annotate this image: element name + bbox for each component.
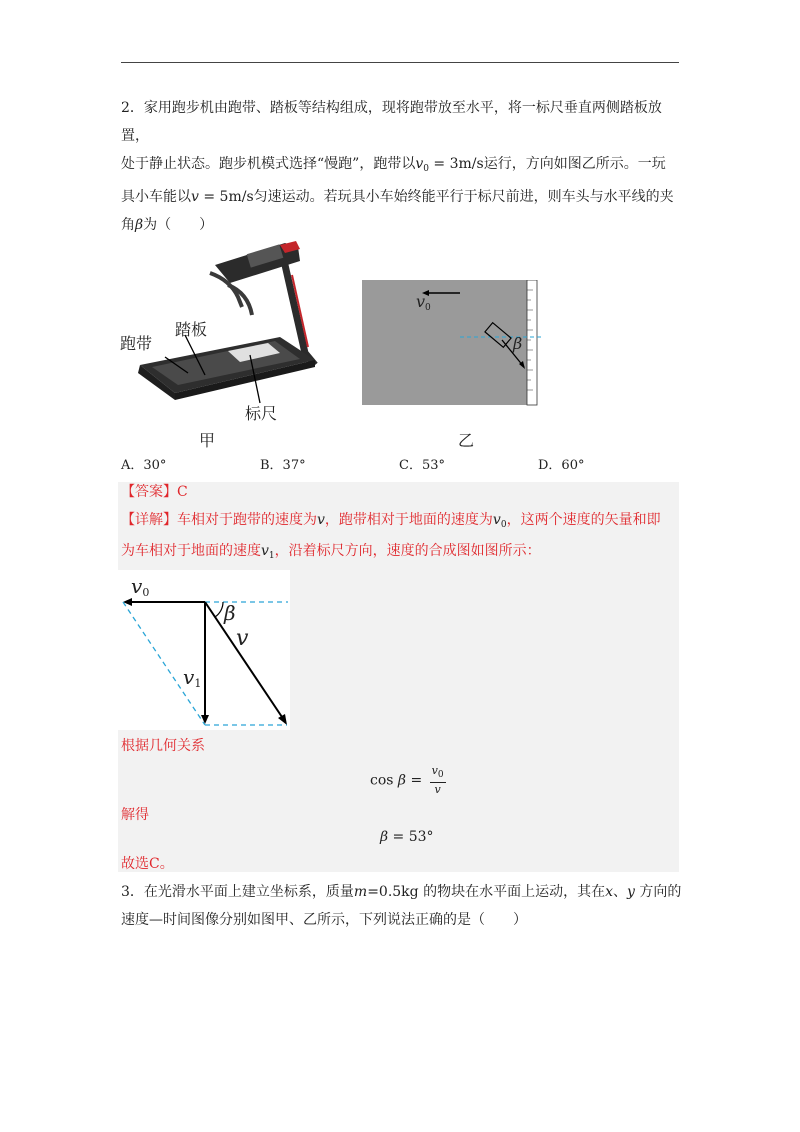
option-c[interactable]: C．53°: [399, 458, 445, 473]
fraction: $\frac{v_0}{v}$: [431, 764, 444, 796]
question-2-line-3: 具小车能以v = 5m/s匀速运动。若玩具小车始终能平行于标尺前进，则车头与水平线的夹: [121, 189, 674, 205]
solve-text: 解得: [121, 807, 149, 823]
ruler-scale: [527, 280, 537, 405]
diagram-v-label: v: [236, 626, 249, 651]
option-b[interactable]: B．37°: [260, 458, 306, 473]
v0-symbol: $v_0$: [415, 156, 429, 174]
label-biaochi: 标尺: [245, 404, 278, 423]
question-2-line-4: 角β为（ ）: [121, 217, 214, 233]
option-d[interactable]: D．60°: [538, 458, 585, 473]
diagram-v0-label: $v_0$: [131, 574, 150, 599]
options-row: [121, 454, 681, 474]
diagram-v1-label: $v_1$: [183, 665, 202, 690]
question-3-line-1: 3．在光滑水平面上建立坐标系，质量m=0.5kg 的物块在水平面上运动，其在x、y 方向的: [121, 884, 682, 900]
question-2-line-2: 处于静止状态。跑步机模式选择“慢跑”，跑带以$v_0 = 3m/s$运行，方向如图乙所示。一玩: [121, 156, 666, 174]
option-a[interactable]: A．30°: [121, 458, 167, 473]
geometry-relation-text: 根据几何关系: [121, 738, 205, 754]
yi-beta-label: β: [513, 334, 523, 353]
beta-symbol: β: [135, 217, 144, 233]
question-2-text: [121, 94, 686, 239]
question-3-line-2: 速度—时间图像分别如图甲、乙所示，下列说法正确的是（ ）: [121, 912, 527, 928]
treadmill-figure: [110, 235, 320, 420]
label-taban: 踏板: [175, 320, 208, 339]
conclusion-text: 故选C。: [121, 856, 174, 872]
yi-v0-label: $v_0$: [416, 292, 431, 313]
caption-jia: 甲: [199, 431, 216, 450]
beta-result-formula: β = 53°: [380, 829, 434, 845]
header-rule: [121, 62, 679, 63]
v-symbol: v: [191, 189, 199, 205]
figure-yi: [362, 280, 552, 406]
cos-formula: cos β = $\frac{v_0}{v}$: [370, 764, 444, 796]
diagram-beta-label: β: [224, 601, 236, 625]
question-2-line-1: 2．家用跑步机由跑带、踏板等结构组成，现将跑带放至水平，将一标尺垂直两侧踏板放置，: [121, 100, 662, 144]
label-paodai: 跑带: [120, 334, 153, 353]
question-3-text: [121, 878, 686, 934]
detail-line-2: 为车相对于地面的速度$v_1$，沿着标尺方向，速度的合成图如图所示：: [121, 543, 541, 561]
detail-line-1: 【详解】车相对于跑带的速度为v，跑带相对于地面的速度为$v_0$，这两个速度的矢量和即: [121, 512, 661, 530]
answer-line: 【答案】C: [121, 484, 188, 500]
caption-yi: 乙: [458, 431, 475, 450]
